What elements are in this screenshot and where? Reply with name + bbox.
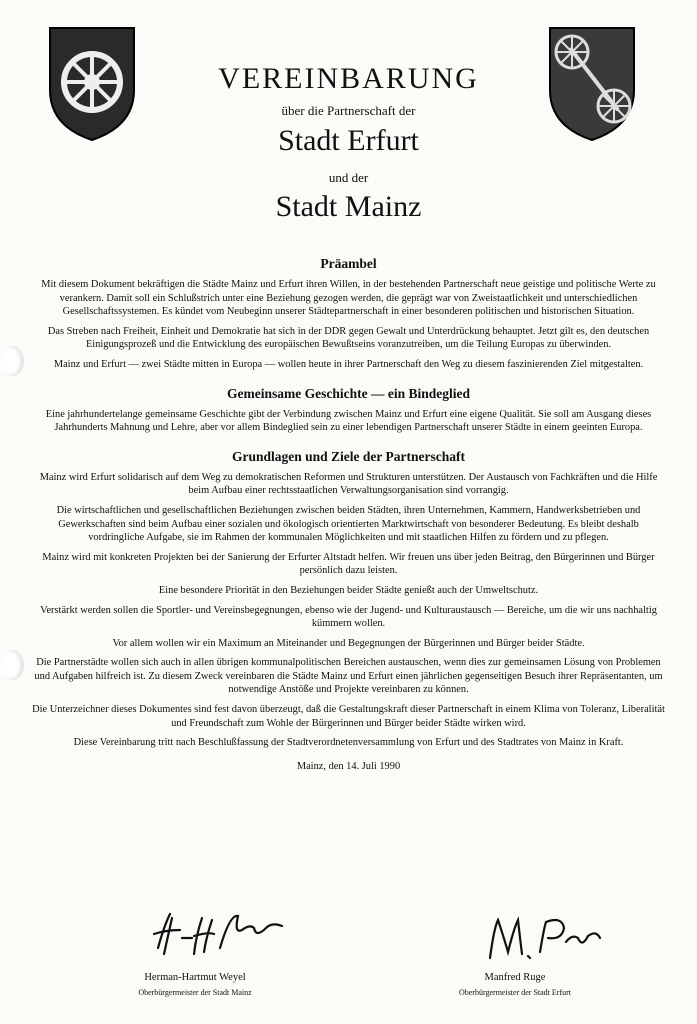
signing-date: Mainz, den 14. Juli 1990 <box>296 760 401 772</box>
signature-ruge <box>484 908 614 968</box>
city-erfurt: Stadt Erfurt <box>278 124 419 157</box>
goals-paragraph: Vor allem wollen wir ein Maximum an Miteinander und Begegnungen der Bürgerinnen und Bürger beider Städte. <box>112 637 585 649</box>
signatory-role-left: Oberbürgermeister der Stadt Mainz <box>138 988 252 997</box>
goals-paragraph: Eine besondere Priorität in den Beziehungen beider Städte genießt auch der Umweltschutz. <box>158 584 539 596</box>
signature-weyel <box>150 908 290 968</box>
signatory-name-right: Manfred Ruge <box>484 972 546 983</box>
signatory-name-left: Herman-Hartmut Weyel <box>144 972 246 983</box>
subtitle-and: und der <box>328 170 369 185</box>
punch-hole <box>0 650 24 680</box>
goals-paragraph: Die wirtschaftlichen und gesellschaftlichen Beziehungen zwischen beiden Städten, ihren Unternehmen, Kammern, Handwerksbetrieben und Gewerkschaften sind beim Aufbau einer sozialen und ökologisch orientierten Marktwirtschaft von besonderer Bedeutung. Es bleibt deshalb vordringliche Aufgabe, sie im Rahmen der kommunalen Möglichkeiten und mit staatlichen Hilfen zu fördern und zu pflegen. <box>56 504 641 544</box>
preamble-paragraph: Mit diesem Dokument bekräftigen die Städte Mainz und Erfurt ihren Willen, in der bestehenden Partnerschaft neue geistige und politische Werte zu verankern. Damit soll ein Schlußstrich unter eine Beziehung gezogen werden, die geprägt war von Zweistaatlichkeit und unterschiedlichen Gesellschaftssystemen. Es kündet vom Neubeginn unserer Städtepartnerschaft in einer besonderen politischen und historischen Situation. <box>41 279 656 318</box>
document-body <box>30 256 667 779</box>
history-heading: Gemeinsame Geschichte — ein Bindeglied <box>227 385 470 401</box>
goals-paragraph: Diese Vereinbarung tritt nach Beschlußfassung der Stadtverordnetenversammlung von Erfurt und des Stadtrates von Mainz in Kraft. <box>73 737 624 749</box>
preamble-heading: Präambel <box>320 256 377 271</box>
subtitle-partnership: über die Partnerschaft der <box>281 103 416 118</box>
punch-hole <box>0 346 24 376</box>
goals-paragraph: Die Unterzeichner dieses Dokumentes sind fest davon überzeugt, daß die Gestaltungskraft dieser Partnerschaft in einem Klima von Toleranz, Liberalität und Freundschaft zum Wohle der Bürgerinnen und Bürger beider Städte wirken wird. <box>32 704 665 729</box>
signatory-role-right: Oberbürgermeister der Stadt Erfurt <box>458 988 572 997</box>
preamble-paragraph: Das Streben nach Freiheit, Einheit und Demokratie hat sich in der DDR gegen Gewalt und Unterdrückung behauptet. Jetzt gilt es, den deutschen Einigungsprozeß und die Entwicklung des europäischen Bewußtseins voranzutreiben, um die Teilung Europas zu überwinden. <box>47 325 650 351</box>
document-title: VEREINBARUNG <box>218 62 479 95</box>
goals-paragraph: Verstärkt werden sollen die Sportler- und Vereinsbegegnungen, ebenso wie der Jugend- und Kulturaustausch — Bereiche, um die wir uns nachhaltig kümmern wollen. <box>40 604 657 630</box>
goals-paragraph: Mainz wird Erfurt solidarisch auf dem Weg zu demokratischen Reformen und Strukturen unterstützen. Der Austausch von Fachkräften und die Hilfe beim Aufbau einer rechtsstaatlichen Verwaltungsorganisation sind vorrangig. <box>39 471 658 497</box>
history-paragraph: Eine jahrhundertelange gemeinsame Geschichte gibt der Verbindung zwischen Mainz und Erfurt eine eigene Qualität. Sie soll am Ausgang dieses Jahrhunderts Mahnung und Lehre, aber vor allem Bindeglied sein zu einer lebendigen Partnerschaft unserer Städte in einem geeinten Europa. <box>45 408 652 434</box>
goals-paragraph: Die Partnerstädte wollen sich auch in allen übrigen kommunalpolitischen Bereichen austauschen, wenn dies zur gemeinsamen Lösung von Problemen und Aufgaben hilfreich ist. Zu diesem Zweck vereinbaren die Städte Mainz und Erfurt einen jährlichen gegenseitigen Besuch ihrer Repräsentanten, um notwendige Anstöße und Projekte vereinbaren zu können. <box>34 657 663 696</box>
goals-paragraph: Mainz wird mit konkreten Projekten bei der Sanierung der Erfurter Altstadt helfen. Wir freuen uns über jeden Beitrag, den Bürgerinnen und Bürger persönlich dazu leisten. <box>42 551 655 577</box>
preamble-paragraph: Mainz und Erfurt — zwei Städte mitten in Europa — wollen heute in ihrer Partnerschaft den Weg zu diesem faszinierenden Ziel mitgestalten. <box>53 358 644 370</box>
goals-heading: Grundlagen und Ziele der Partnerschaft <box>231 448 465 464</box>
city-mainz: Stadt Mainz <box>275 190 422 223</box>
